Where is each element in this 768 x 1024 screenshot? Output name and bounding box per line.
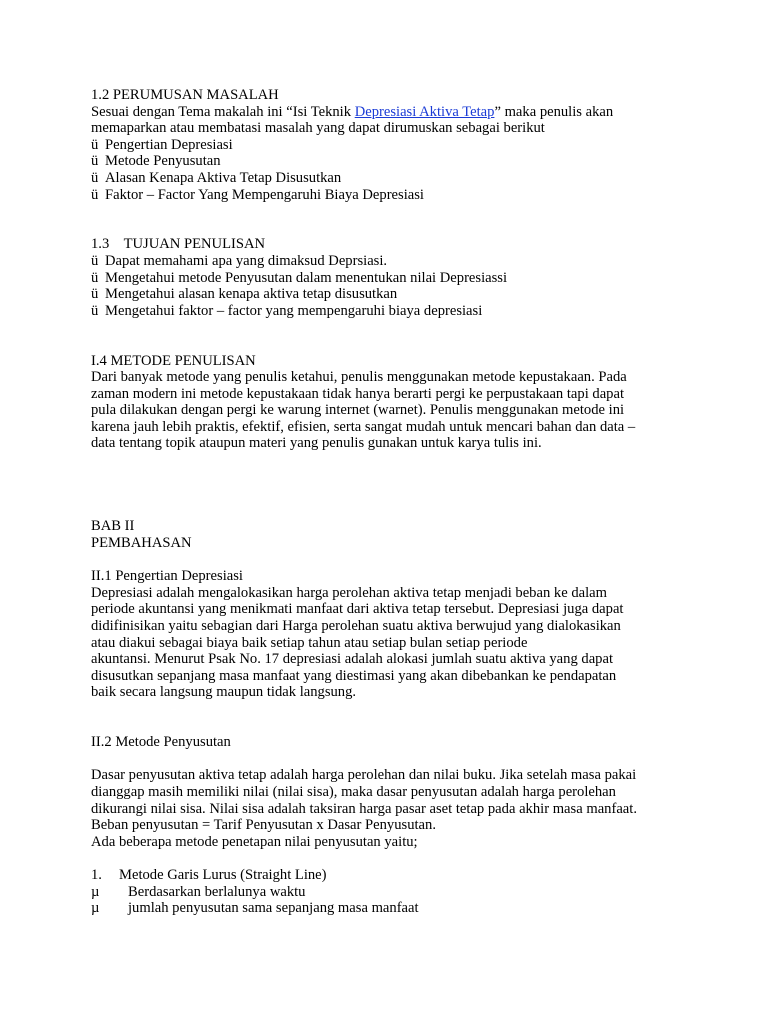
list-item xyxy=(91,253,751,270)
paragraph-line: disusutkan sepanjang masa manfaat yang diestimasi yang akan dibebankan ke pendapatan xyxy=(91,667,617,684)
intro-line-2: memaparkan atau membatasi masalah yang dapat dirumuskan sebagai berikut xyxy=(91,120,545,137)
paragraph-line: didifinisikan yaitu sebagian dari Harga perolehan suatu aktiva berwujud yang dialokasikan xyxy=(91,618,621,634)
spacer xyxy=(91,452,751,469)
chapter-subtitle: PEMBAHASAN xyxy=(91,535,192,552)
intro-text-before-link: Sesuai dengan Tema makalah ini “Isi Teknik xyxy=(91,103,355,120)
checkmark-bullet: ü xyxy=(91,186,99,203)
heading-tujuan-penulisan: 1.3 TUJUAN PENULISAN xyxy=(91,236,266,253)
paragraph-line: atau diakui sebagai biaya baik setiap tahun atau setiap bulan setiap periode xyxy=(91,634,528,651)
list-item xyxy=(91,270,751,287)
checkmark-bullet: ü xyxy=(91,269,99,286)
spacer xyxy=(91,751,751,768)
list-item xyxy=(91,187,751,204)
sub-list-item-text: jumlah penyusutan sama sepanjang masa manfaat xyxy=(128,900,419,917)
list-item-text: Dapat memahami apa yang dimaksud Deprsiasi. xyxy=(105,252,388,269)
heading-metode-penyusutan: II.2 Metode Penyusutan xyxy=(91,734,231,751)
sub-list-item xyxy=(91,900,751,917)
item-number: 1. xyxy=(91,866,102,883)
paragraph-line: dianggap masih memiliki nilai (nilai sisa), maka dasar penyusutan adalah harga perolehan xyxy=(91,783,616,800)
list-item-text: Mengetahui alasan kenapa aktiva tetap disusutkan xyxy=(105,286,398,303)
paragraph-line: karena jauh lebih praktis, efektif, efisien, serta sangat mudah untuk mencari bahan dan data – xyxy=(91,418,636,435)
spacer xyxy=(91,469,751,486)
spacer xyxy=(91,336,751,353)
checkmark-bullet: ü xyxy=(91,136,99,153)
paragraph-line: Ada beberapa metode penetapan nilai penyusutan yaitu; xyxy=(91,833,418,850)
paragraph-line: Depresiasi adalah mengalokasikan harga perolehan aktiva tetap menjadi beban ke dalam xyxy=(91,584,607,601)
spacer xyxy=(91,552,751,569)
list-item-text: Alasan Kenapa Aktiva Tetap Disusutkan xyxy=(105,169,342,186)
sub-list-item xyxy=(91,884,751,901)
paragraph-line: zaman modern ini metode kepustakaan tidak hanya berarti pergi ke perpustakaan tapi dapat xyxy=(91,385,625,402)
list-item xyxy=(91,137,751,154)
list-item-text: Pengertian Depresiasi xyxy=(105,136,233,153)
paragraph-line: Dari banyak metode yang penulis ketahui, penulis menggunakan metode kepustakaan. Pada xyxy=(91,369,627,386)
paragraph-line: Beban penyusutan = Tarif Penyusutan x Dasar Penyusutan. xyxy=(91,817,436,834)
checkmark-bullet: ü xyxy=(91,252,99,269)
heading-pengertian-depresiasi: II.1 Pengertian Depresiasi xyxy=(91,568,243,585)
intro-text-after-link: ” maka penulis akan xyxy=(494,103,614,120)
paragraph-line: dikurangi nilai sisa. Nilai sisa adalah taksiran harga pasar aset tetap pada akhir masa manfaat. xyxy=(91,800,637,817)
sub-list-item-text: Berdasarkan berlalunya waktu xyxy=(128,883,306,900)
list-item xyxy=(91,153,751,170)
spacer xyxy=(91,203,751,220)
heading-metode-penulisan: I.4 METODE PENULISAN xyxy=(91,352,256,369)
list-item-text: Mengetahui metode Penyusutan dalam menentukan nilai Depresiassi xyxy=(105,269,508,286)
paragraph-line: data tentang topik ataupun materi yang penulis gunakan untuk karya tulis ini. xyxy=(91,435,542,452)
paragraph-line: akuntansi. Menurut Psak No. 17 depresiasi adalah alokasi jumlah suatu aktiva yang dapat xyxy=(91,651,614,668)
mu-bullet: µ xyxy=(91,883,100,900)
mu-bullet: µ xyxy=(91,900,100,917)
chapter-title: BAB II xyxy=(91,518,135,535)
paragraph-line: pula dilakukan dengan pergi ke warung internet (warnet). Penulis menggunakan metode ini xyxy=(91,402,625,419)
paragraph-line: periode akuntansi yang menikmati manfaat dari aktiva tetap tersebut. Depresiasi juga dapat xyxy=(91,601,624,618)
list-item-text: Metode Penyusutan xyxy=(105,153,221,170)
spacer xyxy=(91,718,751,735)
numbered-item xyxy=(91,867,751,884)
document-body xyxy=(91,87,751,917)
spacer xyxy=(91,850,751,867)
list-item xyxy=(91,286,751,303)
spacer xyxy=(91,485,751,502)
spacer xyxy=(91,502,751,519)
list-item-text: Faktor – Factor Yang Mempengaruhi Biaya Depresiasi xyxy=(105,186,424,203)
paragraph-line: baik secara langsung maupun tidak langsung. xyxy=(91,684,357,701)
list-item-text: Mengetahui faktor – factor yang mempengaruhi biaya depresiasi xyxy=(105,302,483,319)
heading-perumusan-masalah: 1.2 PERUMUSAN MASALAH xyxy=(91,87,279,103)
spacer xyxy=(91,220,751,237)
checkmark-bullet: ü xyxy=(91,169,99,186)
intro-line-1 xyxy=(91,104,751,121)
list-item xyxy=(91,303,751,320)
depresiasi-aktiva-tetap-link[interactable]: Depresiasi Aktiva Tetap xyxy=(354,103,495,120)
paragraph-line: Dasar penyusutan aktiva tetap adalah harga perolehan dan nilai buku. Jika setelah masa pakai xyxy=(91,767,637,784)
checkmark-bullet: ü xyxy=(91,286,99,303)
checkmark-bullet: ü xyxy=(91,302,99,319)
list-item xyxy=(91,170,751,187)
spacer xyxy=(91,319,751,336)
spacer xyxy=(91,701,751,718)
checkmark-bullet: ü xyxy=(91,153,99,170)
method-title: Metode Garis Lurus (Straight Line) xyxy=(119,866,327,883)
